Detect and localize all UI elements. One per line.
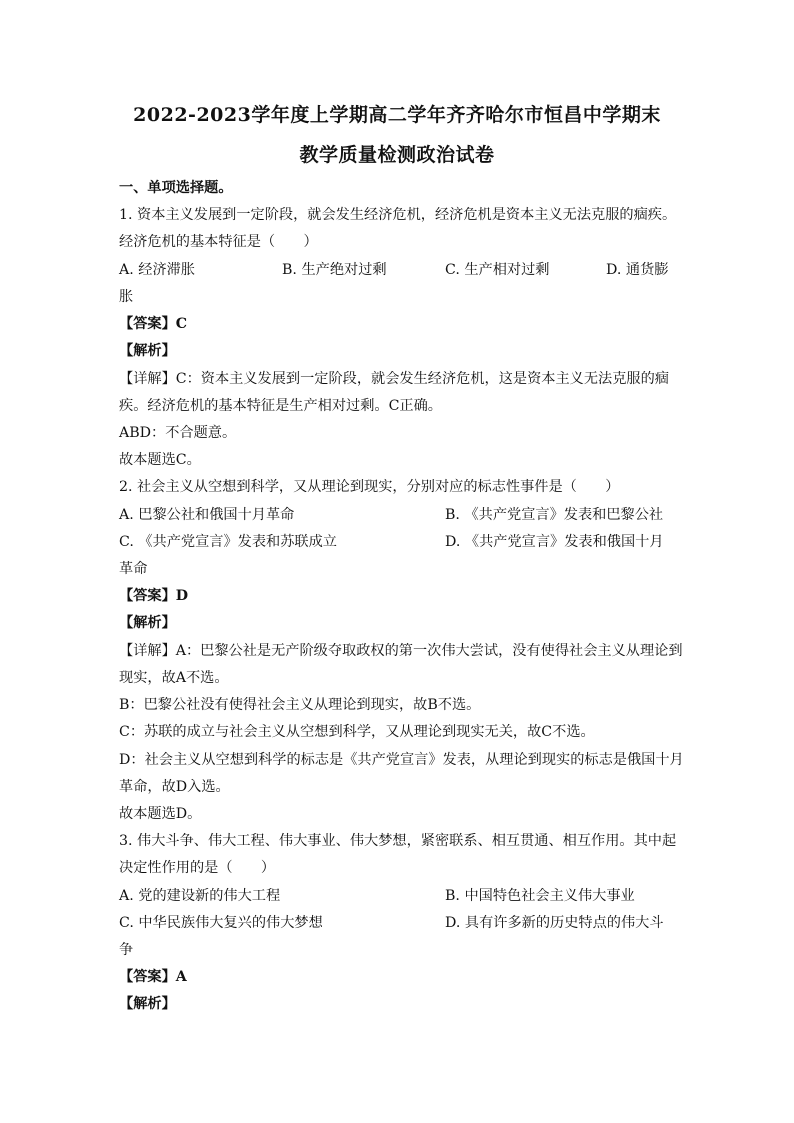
q1-analysis-label: 【解析】	[119, 343, 176, 359]
q1-detail-line1: 【详解】C：资本主义发展到一定阶段，就会发生经济危机，这是资本主义无法克服的痼	[119, 371, 669, 387]
q2-option-c: C. 《共产党宣言》发表和苏联成立	[119, 534, 337, 550]
q2-option-d: D. 《共产党宣言》发表和俄国十月	[445, 534, 664, 550]
q2-analysis-label: 【解析】	[119, 615, 176, 631]
doc-title-line1: 2022-2023学年度上学期高二学年齐齐哈尔市恒昌中学期末	[133, 104, 661, 126]
q3-option-b: B. 中国特色社会主义伟大事业	[445, 888, 635, 904]
q3-analysis-label: 【解析】	[119, 996, 176, 1012]
q1-detail-line4: 故本题选C。	[119, 452, 201, 468]
q3-option-a: A. 党的建设新的伟大工程	[119, 888, 281, 904]
q3-answer: 【答案】A	[119, 969, 187, 985]
q3-option-d: D. 具有许多新的历史特点的伟大斗	[445, 915, 664, 931]
q2-detail-line7: 故本题选D。	[119, 806, 202, 822]
q2-option-b: B. 《共产党宣言》发表和巴黎公社	[445, 507, 664, 523]
q2-detail-line2: 现实，故A不选。	[119, 670, 229, 686]
q1-stem-line2: 经济危机的基本特征是（ ）	[119, 234, 318, 250]
q1-answer: 【答案】C	[119, 316, 188, 332]
q2-detail-line4: C：苏联的成立与社会主义从空想到科学，又从理论到现实无关，故C不选。	[119, 724, 595, 740]
q2-option-d-continued: 革命	[119, 561, 148, 577]
q1-option-d-continued: 胀	[119, 289, 134, 305]
q1-detail-line2: 疾。经济危机的基本特征是生产相对过剩。C正确。	[119, 398, 442, 414]
q2-detail-line1: 【详解】A：巴黎公社是无产阶级夺取政权的第一次伟大尝试，没有使得社会主义从理论到	[119, 643, 683, 659]
q1-option-c: C. 生产相对过剩	[445, 262, 550, 278]
q2-detail-line5: D：社会主义从空想到科学的标志是《共产党宣言》发表，从理论到现实的标志是俄国十月	[119, 752, 684, 768]
q1-option-a: A. 经济滞胀	[119, 262, 196, 278]
q2-option-a: A. 巴黎公社和俄国十月革命	[119, 507, 295, 523]
q2-detail-line6: 革命，故D入选。	[119, 779, 230, 795]
q2-detail-line3: B：巴黎公社没有使得社会主义从理论到现实，故B不选。	[119, 697, 481, 713]
q3-stem-line1: 3. 伟大斗争、伟大工程、伟大事业、伟大梦想，紧密联系、相互贯通、相互作用。其中起	[119, 833, 677, 849]
q1-option-d: D. 通货膨	[606, 262, 669, 278]
q3-option-c: C. 中华民族伟大复兴的伟大梦想	[119, 915, 323, 931]
q2-stem-line1: 2. 社会主义从空想到科学，又从理论到现实，分别对应的标志性事件是（ ）	[119, 479, 620, 495]
q2-answer: 【答案】D	[119, 588, 189, 604]
doc-title-line2: 教学质量检测政治试卷	[299, 144, 495, 166]
q1-stem-line1: 1. 资本主义发展到一定阶段，就会发生经济危机，经济危机是资本主义无法克服的痼疾。	[119, 207, 677, 223]
q1-detail-line3: ABD：不合题意。	[119, 425, 237, 441]
q3-option-d-continued: 争	[119, 942, 134, 958]
q1-option-b: B. 生产绝对过剩	[282, 262, 387, 278]
q3-stem-line2: 决定性作用的是（ ）	[119, 860, 276, 876]
section-heading: 一、单项选择题。	[119, 180, 233, 196]
